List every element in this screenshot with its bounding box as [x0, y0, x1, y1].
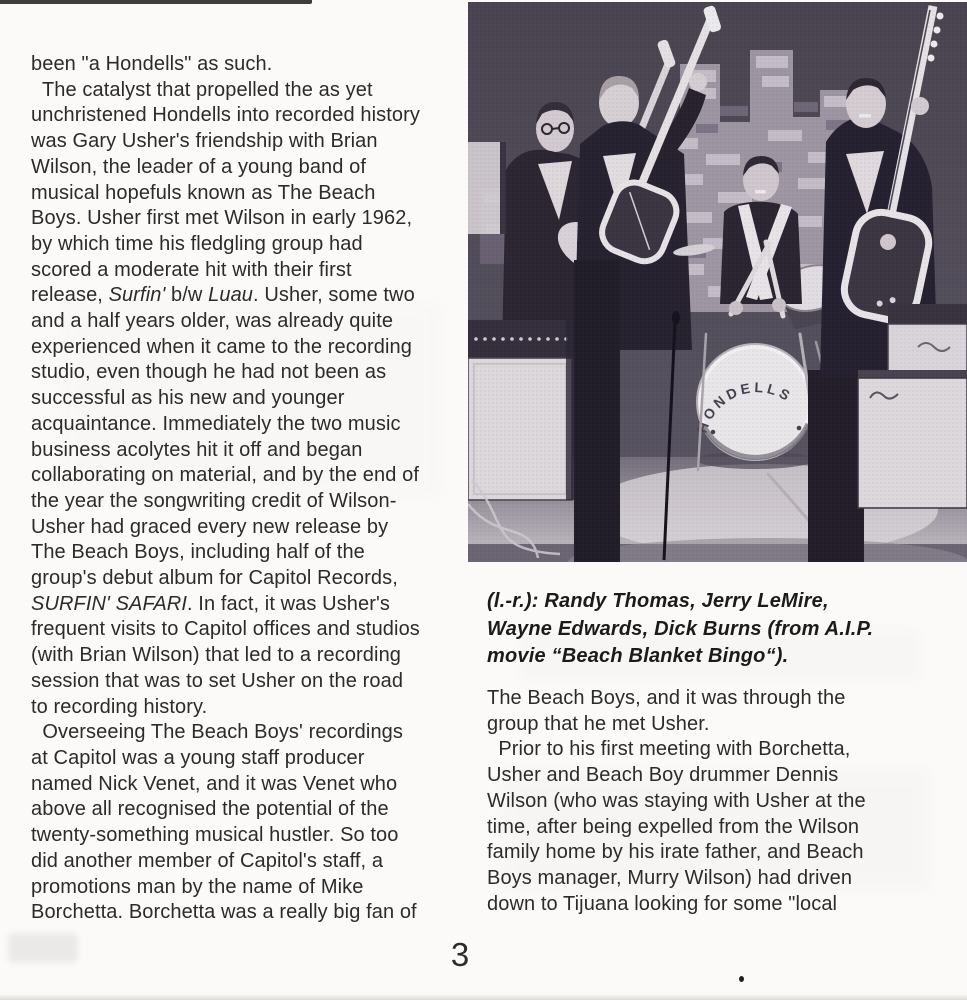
text-line: to recording history. [31, 695, 208, 718]
text-line: family home by his irate father, and Beach [487, 841, 864, 864]
text-line: Borchetta. Borchetta was a really big fan of [31, 901, 417, 924]
text-line: down to Tijuana looking for some "local [487, 892, 838, 915]
text-line: scored a moderate hit with their first [31, 258, 352, 281]
text-line: release, Surfin' b/w Luau. Usher, some two [31, 284, 415, 307]
text-line: unchristened Hondells into recorded history [31, 104, 420, 127]
page-number: 3 [450, 936, 470, 973]
scan-bottom-edge [0, 994, 967, 1000]
scan-speck [739, 976, 744, 982]
text-line: The catalyst that propelled the as yet [31, 78, 373, 101]
text-line: Wayne Edwards, Dick Burns (from A.I.P. [487, 617, 874, 640]
text-line: The Beach Boys, including half of the [31, 541, 365, 564]
text-line: named Nick Venet, and it was Venet who [31, 772, 398, 795]
text-line: group that he met Usher. [487, 712, 710, 735]
text-line: the year the songwriting credit of Wilson- [31, 489, 397, 512]
text-line: did another member of Capitol's staff, a [31, 849, 384, 872]
text-line: successful as his new and younger [31, 387, 345, 410]
text-line: promotions man by the name of Mike [31, 875, 364, 898]
text-line: Boys. Usher first met Wilson in early 1962, [31, 207, 413, 230]
text-line: group's debut album for Capitol Records, [31, 567, 398, 590]
text-line: Usher and Beach Boy drummer Dennis [487, 764, 839, 787]
text-line: twenty-something musical hustler. So too [31, 824, 399, 847]
text-line: by which time his fledgling group had [31, 232, 363, 255]
right-text-column [487, 686, 959, 917]
text-line: experienced when it came to the recording [31, 335, 412, 358]
text-line: at Capitol was a young staff producer [31, 746, 365, 769]
text-line: time, after being expelled from the Wilson [487, 815, 860, 838]
text-line: (l.-r.): Randy Thomas, Jerry LeMire, [487, 590, 829, 612]
text-line: Usher had graced every new release by [31, 515, 389, 538]
text-line: Wilson (who was staying with Usher at the [487, 789, 866, 812]
text-line: The Beach Boys, and it was through the [487, 687, 846, 709]
text-line: frequent visits to Capitol offices and studios [31, 618, 420, 641]
text-line: above all recognised the potential of the [31, 798, 389, 821]
scan-edge-artifact [0, 0, 312, 4]
photo-caption [487, 588, 957, 671]
text-line: acquaintance. Immediately the two music [31, 412, 401, 435]
text-line: business acolytes hit it off and began [31, 438, 363, 461]
text-line: session that was to set Usher on the road [31, 669, 404, 692]
text-line: studio, even though he had not been as [31, 361, 387, 384]
text-line: Prior to his first meeting with Borchetta, [487, 738, 851, 761]
band-photo [468, 2, 967, 562]
text-line: Overseeing The Beach Boys' recordings [31, 721, 403, 744]
text-line: (with Brian Wilson) that led to a recording [31, 644, 402, 667]
text-line: musical hopefuls known as The Beach [31, 181, 376, 204]
text-line: been "a Hondells" as such. [31, 53, 273, 75]
text-line: movie “Beach Blanket Bingo“). [487, 645, 789, 667]
scan-smudge [8, 933, 78, 963]
left-text-column [31, 52, 483, 926]
text-line: SURFIN' SAFARI. In fact, it was Usher's [31, 592, 391, 615]
text-line: and a half years older, was already quite [31, 310, 394, 333]
text-line: Wilson, the leader of a young band of [31, 155, 367, 178]
text-line: was Gary Usher's friendship with Brian [31, 130, 378, 153]
halftone-grain [468, 2, 967, 562]
text-line: collaborating on material, and by the end of [31, 464, 419, 487]
text-line: Boys manager, Murry Wilson) had driven [487, 866, 853, 889]
